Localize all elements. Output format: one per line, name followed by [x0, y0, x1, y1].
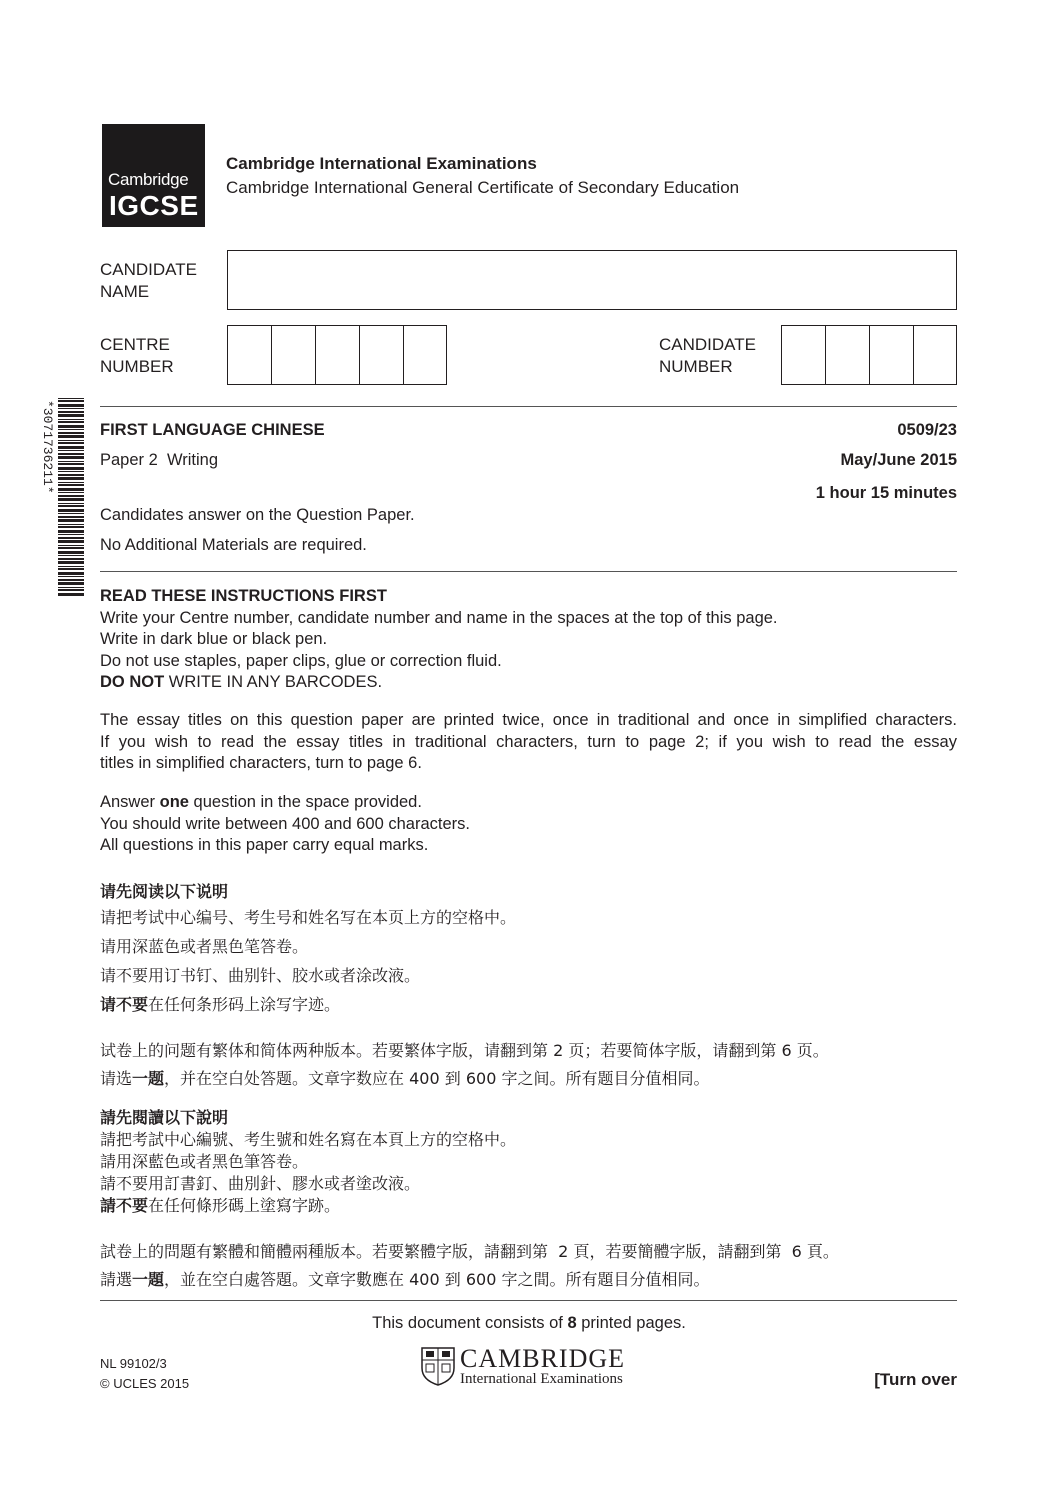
barcode-bar: [58, 400, 84, 402]
answer-pre: Answer: [100, 793, 160, 811]
barcode-bar: [58, 593, 84, 596]
essay-note-line: If you wish to read the essay titles in traditional characters, turn to page 2; if you wish to read the essay: [100, 732, 957, 751]
barcode-bar: [58, 456, 84, 459]
traditional-bold: 請不要: [100, 1196, 149, 1215]
barcode-bar: [58, 463, 84, 465]
barcode-bar: [58, 537, 84, 539]
centre-number-digit-1[interactable]: [227, 325, 271, 385]
barcode-bar: [58, 471, 84, 472]
turn-over: [Turn over: [874, 1370, 957, 1389]
barcode-bar: [58, 482, 84, 483]
barcode-bar: [58, 561, 84, 564]
cambridge-wordmark: CAMBRIDGE: [460, 1344, 626, 1373]
barcode-bar: [58, 579, 84, 581]
instruction-line: Do not use staples, paper clips, glue or correction fluid.: [100, 651, 502, 670]
centre-number-digit-4[interactable]: [359, 325, 403, 385]
simplified-para-line: [100, 1067, 829, 1090]
barcode-bar: [58, 509, 84, 512]
pages-post: printed pages.: [576, 1314, 686, 1332]
traditional-rest: 在任何條形碼上塗寫字跡。: [148, 1196, 341, 1215]
barcode-bar: [58, 519, 84, 522]
barcode-bar: [58, 411, 84, 413]
barcode-bar: [58, 555, 84, 556]
barcode-bar: [58, 505, 84, 507]
essay-note-line: The essay titles on this question paper are printed twice, once in traditional and once in simplified characters.: [100, 711, 957, 729]
centre-number-digit-5[interactable]: [403, 325, 447, 385]
barcode-bar: [58, 474, 84, 476]
barcode: [36, 398, 86, 598]
centre-number-label: [100, 334, 174, 378]
barcode-bar: [58, 516, 84, 518]
org-title: Cambridge International Examinations: [226, 154, 537, 173]
barcode-bar: [58, 558, 84, 560]
qualification-title: Cambridge International General Certificate of Secondary Education: [226, 178, 740, 197]
candidate-number-boxes: [781, 325, 957, 385]
traditional-p3-pre: 請選: [100, 1270, 133, 1289]
barcode-bar: [58, 492, 84, 493]
exam-duration: 1 hour 15 minutes: [815, 484, 957, 502]
traditional-instructions: [100, 1107, 516, 1217]
page-count: [0, 1313, 1058, 1335]
barcode-bar: [58, 414, 84, 417]
barcode-bar: [58, 408, 84, 409]
english-instructions: [100, 586, 957, 694]
traditional-para-line: 試卷上的問題有繁體和簡體兩種版本。若要繁體字版，請翻到第 2 頁，若要簡體字版，請翻到第 6 頁。: [100, 1242, 839, 1261]
barcode-bar: [58, 446, 84, 449]
centre-number-boxes: [227, 325, 447, 385]
instruction-line: Write your Centre number, candidate number and name in the spaces at the top of this page.: [100, 608, 778, 627]
traditional-heading: 請先閱讀以下說明: [100, 1108, 229, 1127]
simplified-line: [100, 993, 516, 1016]
essay-titles-note: [100, 710, 957, 775]
barcode-bar: [58, 404, 84, 407]
barcode-bar: [58, 435, 84, 438]
centre-number-digit-3[interactable]: [315, 325, 359, 385]
centre-number-digit-2[interactable]: [271, 325, 315, 385]
barcode-bar: [58, 526, 84, 528]
exam-session: May/June 2015: [840, 451, 957, 469]
answer-line: [100, 792, 957, 814]
traditional-para-line: [100, 1268, 839, 1291]
logo-cambridge-text: Cambridge: [108, 170, 189, 189]
answer-line: You should write between 400 and 600 characters.: [100, 814, 470, 833]
candidate-name-label: [100, 259, 197, 303]
barcode-bar: [58, 450, 84, 451]
simplified-para-line: 试卷上的问题有繁体和简体两种版本。若要繁体字版，请翻到第 2 页；若要简体字版，请翻到第 6 页。: [100, 1041, 829, 1060]
barcode-rest: WRITE IN ANY BARCODES.: [164, 673, 383, 691]
barcode-bar: [58, 484, 84, 486]
barcode-bar: [58, 572, 84, 575]
barcode-bar: [58, 547, 84, 549]
paper-code: 0509/23: [897, 421, 957, 439]
subject-title: FIRST LANGUAGE CHINESE: [100, 421, 325, 439]
barcode-bar: [58, 540, 84, 543]
paper-name: Paper 2 Writing: [100, 451, 218, 469]
divider-top: [100, 406, 957, 407]
simplified-line: 请用深蓝色或者黑色笔答卷。: [100, 937, 309, 956]
barcode-bar: [58, 442, 84, 444]
barcode-bar: [58, 587, 84, 588]
instruction-line-barcodes: [100, 672, 957, 694]
barcode-bar: [58, 477, 84, 480]
traditional-p3-post: ，並在空白處答題。文章字數應在 400 到 600 字之間。所有題目分值相同。: [164, 1270, 710, 1289]
barcode-bar: [58, 568, 84, 570]
simplified-p3-bold: 一题: [132, 1069, 165, 1088]
igcse-logo: [102, 124, 205, 227]
centre-number-label-line2: NUMBER: [100, 357, 174, 376]
candidate-number-label-line1: CANDIDATE: [659, 335, 756, 354]
traditional-p3-bold: 一題: [132, 1270, 165, 1289]
pages-count-bold: 8: [567, 1314, 577, 1332]
divider-middle: [100, 571, 957, 572]
answer-one-bold: one: [159, 793, 189, 811]
answer-post: question in the space provided.: [188, 793, 422, 811]
traditional-line: 請用深藍色或者黑色筆答卷。: [100, 1152, 309, 1171]
simplified-bold: 请不要: [100, 995, 149, 1014]
barcode-bar: [58, 576, 84, 577]
barcode-bar: [58, 495, 84, 497]
traditional-paragraph: [100, 1240, 839, 1291]
do-not-bold: DO NOT: [100, 673, 165, 691]
barcode-bar: [58, 566, 84, 567]
instructions-heading: READ THESE INSTRUCTIONS FIRST: [100, 587, 387, 605]
candidate-number-digit-1[interactable]: [781, 325, 825, 385]
simplified-line: 请把考试中心编号、考生号和姓名写在本页上方的空格中。: [100, 908, 517, 927]
barcode-bar: [58, 467, 84, 470]
barcode-bar: [58, 440, 84, 441]
pages-pre: This document consists of: [372, 1314, 568, 1332]
barcode-bar: [58, 421, 84, 423]
barcode-bar: [58, 488, 84, 491]
candidate-number-label: [659, 334, 756, 378]
barcode-bar: [58, 503, 84, 504]
logo-igcse-text: IGCSE: [109, 190, 199, 221]
document-ref: NL 99102/3: [100, 1356, 167, 1371]
barcode-bar: [58, 513, 84, 514]
traditional-line: 請把考試中心編號、考生號和姓名寫在本頁上方的空格中。: [100, 1130, 517, 1149]
candidate-number-digit-4[interactable]: [913, 325, 957, 385]
footer-ref: [100, 1354, 189, 1394]
barcode-bar: [58, 534, 84, 535]
candidate-number-digit-3[interactable]: [869, 325, 913, 385]
simplified-p3-pre: 请选: [100, 1069, 133, 1088]
divider-bottom: [100, 1300, 957, 1301]
barcode-bar: [58, 582, 84, 585]
barcode-bar: [58, 453, 84, 455]
barcode-bar: [58, 589, 84, 591]
essay-note-line: titles in simplified characters, turn to page 6.: [100, 754, 422, 772]
centre-number-label-line1: CENTRE: [100, 335, 170, 354]
simplified-heading: 请先阅读以下说明: [100, 882, 229, 901]
simplified-line: 请不要用订书钉、曲别针、胶水或者涂改液。: [100, 966, 421, 985]
instruction-line: Write in dark blue or black pen.: [100, 630, 328, 648]
answer-note: Candidates answer on the Question Paper.: [100, 506, 415, 524]
answer-line: All questions in this paper carry equal marks.: [100, 836, 429, 854]
simplified-p3-post: ，并在空白处答题。文章字数应在 400 到 600 字之间。所有题目分值相同。: [164, 1069, 710, 1088]
barcode-bar: [58, 551, 84, 554]
barcode-bar: [58, 429, 84, 430]
barcode-text: *3071736211*: [40, 400, 55, 494]
simplified-instructions: [100, 880, 516, 1016]
barcode-bar: [58, 461, 84, 462]
materials-note: No Additional Materials are required.: [100, 536, 367, 554]
candidate-number-label-line2: NUMBER: [659, 357, 733, 376]
candidate-number-digit-2[interactable]: [825, 325, 869, 385]
cambridge-crest-icon: [420, 1346, 456, 1386]
simplified-rest: 在任何条形码上涂写字迹。: [148, 995, 341, 1014]
candidate-name-label-line2: NAME: [100, 282, 150, 301]
simplified-paragraph: [100, 1039, 829, 1090]
cambridge-wordmark-sub: International Examinations: [460, 1371, 623, 1387]
traditional-line: 請不要用訂書釘、曲別針、膠水或者塗改液。: [100, 1174, 421, 1193]
answer-instructions: [100, 792, 957, 857]
barcode-bar: [58, 545, 84, 546]
barcode-bar: [58, 432, 84, 434]
barcode-bar: [58, 498, 84, 501]
barcode-bar: [58, 419, 84, 420]
barcode-bar: [58, 530, 84, 533]
barcode-bar: [58, 524, 84, 525]
traditional-line: [100, 1195, 516, 1217]
candidate-name-field[interactable]: [227, 250, 957, 310]
barcode-bar: [58, 398, 84, 399]
barcode-bar: [58, 425, 84, 428]
candidate-name-label-line1: CANDIDATE: [100, 260, 197, 279]
copyright: © UCLES 2015: [100, 1376, 190, 1391]
